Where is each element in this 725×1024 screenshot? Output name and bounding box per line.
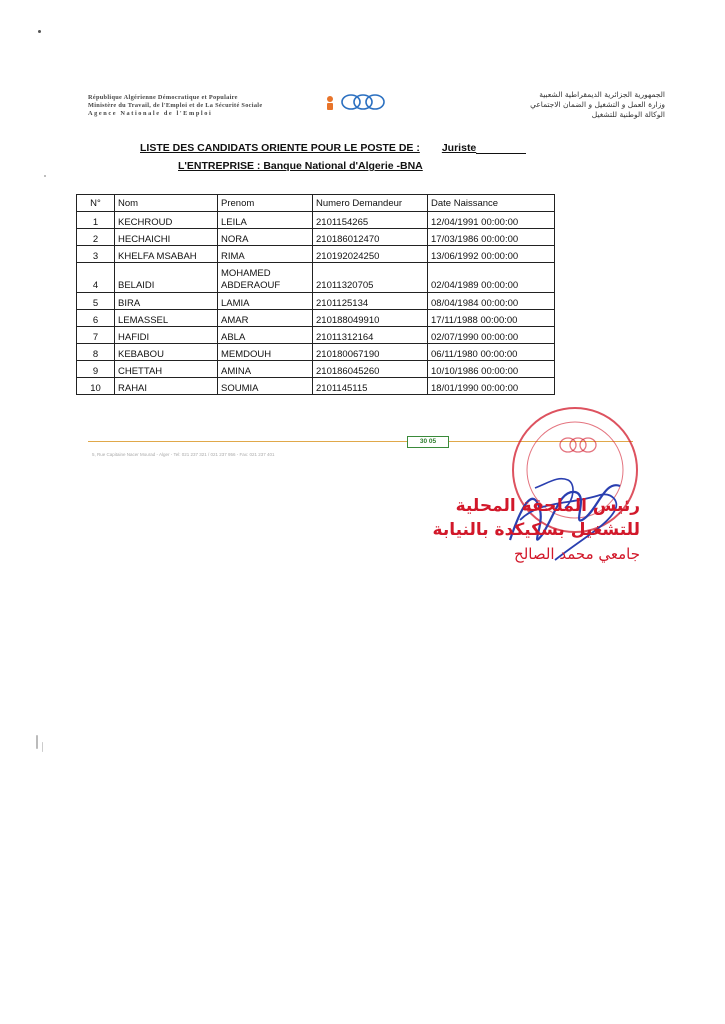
document-title bbox=[140, 142, 560, 154]
header-nom: Nom bbox=[115, 195, 218, 212]
candidates-table bbox=[76, 194, 555, 395]
cell-n: 6 bbox=[77, 310, 115, 327]
cell-date: 18/01/1990 00:00:00 bbox=[428, 378, 555, 395]
cell-numero: 210186045260 bbox=[313, 361, 428, 378]
cell-date: 17/03/1986 00:00:00 bbox=[428, 229, 555, 246]
cell-date: 06/11/1980 00:00:00 bbox=[428, 344, 555, 361]
cell-n: 3 bbox=[77, 246, 115, 263]
header-n: N° bbox=[77, 195, 115, 212]
cell-date: 02/04/1989 00:00:00 bbox=[428, 263, 555, 293]
cell-numero: 2101125134 bbox=[313, 293, 428, 310]
cell-prenom: ABLA bbox=[218, 327, 313, 344]
cell-nom: KEBABOU bbox=[115, 344, 218, 361]
cell-prenom: RIMA bbox=[218, 246, 313, 263]
anem-logo bbox=[318, 88, 390, 128]
table-row bbox=[77, 212, 555, 229]
cell-date: 17/11/1988 00:00:00 bbox=[428, 310, 555, 327]
cell-n: 10 bbox=[77, 378, 115, 395]
cell-prenom: AMINA bbox=[218, 361, 313, 378]
letterhead-french bbox=[88, 94, 308, 118]
table-row bbox=[77, 229, 555, 246]
signature-title-line1: رئيس الملحقة المحلية bbox=[455, 496, 640, 516]
cell-prenom: LEILA bbox=[218, 212, 313, 229]
cell-date: 08/04/1984 00:00:00 bbox=[428, 293, 555, 310]
cell-n: 9 bbox=[77, 361, 115, 378]
cell-numero: 210186012470 bbox=[313, 229, 428, 246]
cell-nom: LEMASSEL bbox=[115, 310, 218, 327]
cell-date: 02/07/1990 00:00:00 bbox=[428, 327, 555, 344]
cell-prenom: NORA bbox=[218, 229, 313, 246]
cell-nom: KECHROUD bbox=[115, 212, 218, 229]
letterhead-ar-line3: الوكالة الوطنية للتشغيل bbox=[591, 110, 665, 119]
title-poste: Juriste bbox=[441, 142, 477, 154]
cell-n: 2 bbox=[77, 229, 115, 246]
cell-nom: HECHAICHI bbox=[115, 229, 218, 246]
letterhead-ar-line2: وزارة العمل و التشغيل و الضمان الاجتماعي bbox=[530, 100, 665, 109]
cell-prenom-line1: MOHAMED bbox=[221, 268, 271, 279]
header-date: Date Naissance bbox=[428, 195, 555, 212]
cell-nom: HAFIDI bbox=[115, 327, 218, 344]
table-row bbox=[77, 344, 555, 361]
company-title: L'ENTREPRISE : Banque National d'Algerie -BNA bbox=[178, 160, 423, 172]
cell-prenom: MEMDOUH bbox=[218, 344, 313, 361]
table-row bbox=[77, 361, 555, 378]
cell-nom: CHETTAH bbox=[115, 361, 218, 378]
cell-numero: 21011320705 bbox=[313, 263, 428, 293]
header-numero: Numero Demandeur bbox=[313, 195, 428, 212]
table-row bbox=[77, 246, 555, 263]
cell-date: 10/10/1986 00:00:00 bbox=[428, 361, 555, 378]
title-underline bbox=[476, 152, 526, 154]
cell-n: 8 bbox=[77, 344, 115, 361]
cell-date: 13/06/1992 00:00:00 bbox=[428, 246, 555, 263]
table-header-row bbox=[77, 195, 555, 212]
cell-prenom: AMAR bbox=[218, 310, 313, 327]
letterhead-fr-line1: République Algérienne Démocratique et Populaire bbox=[88, 94, 238, 101]
signature-title-line2: للتشغيل بسكيكدة بالنيابة bbox=[432, 520, 640, 540]
cell-n: 5 bbox=[77, 293, 115, 310]
signature-block bbox=[432, 494, 640, 566]
cell-n: 7 bbox=[77, 327, 115, 344]
cell-nom: BIRA bbox=[115, 293, 218, 310]
cell-prenom-line2: ABDERAOUF bbox=[221, 280, 281, 291]
title-line1: LISTE DES CANDIDATS ORIENTE POUR LE POSTE DE : bbox=[140, 142, 420, 154]
table-row bbox=[77, 293, 555, 310]
scan-speck bbox=[44, 175, 46, 177]
cell-n: 1 bbox=[77, 212, 115, 229]
letterhead-fr-line3: Agence Nationale de l'Emploi bbox=[88, 110, 213, 117]
cell-numero: 210180067190 bbox=[313, 344, 428, 361]
cell-numero: 21011312164 bbox=[313, 327, 428, 344]
cell-numero: 210188049910 bbox=[313, 310, 428, 327]
scan-speck bbox=[36, 735, 38, 749]
scan-speck bbox=[42, 742, 43, 752]
scan-speck bbox=[38, 30, 41, 33]
cell-numero: 210192024250 bbox=[313, 246, 428, 263]
letterhead-arabic bbox=[415, 90, 665, 120]
signature-name: جامعي محمد الصالح bbox=[514, 545, 640, 563]
footer-badge: 30 05 bbox=[407, 436, 449, 448]
table-row bbox=[77, 378, 555, 395]
cell-prenom: SOUMIA bbox=[218, 378, 313, 395]
letterhead-fr-line2: Ministère du Travail, de l'Emploi et de La Sécurité Sociale bbox=[88, 102, 263, 109]
cell-date: 12/04/1991 00:00:00 bbox=[428, 212, 555, 229]
cell-nom: KHELFA MSABAH bbox=[115, 246, 218, 263]
cell-prenom: LAMIA bbox=[218, 293, 313, 310]
cell-numero: 2101154265 bbox=[313, 212, 428, 229]
cell-numero: 2101145115 bbox=[313, 378, 428, 395]
cell-nom: RAHAI bbox=[115, 378, 218, 395]
anem-logo-rings-icon bbox=[318, 88, 390, 118]
table-row bbox=[77, 327, 555, 344]
table-row bbox=[77, 263, 555, 293]
letterhead-ar-line1: الجمهورية الجزائرية الديمقراطية الشعبية bbox=[539, 90, 665, 99]
cell-prenom bbox=[218, 263, 313, 293]
table-row bbox=[77, 310, 555, 327]
cell-nom: BELAIDI bbox=[115, 263, 218, 293]
cell-n: 4 bbox=[77, 263, 115, 293]
footer-address: 5, Rue Capitaine Nacer Mourad - Alger - Tel: 021 237 321 / 021 237 956 - Fax: 021 237 401 bbox=[92, 452, 275, 457]
header-prenom: Prenom bbox=[218, 195, 313, 212]
